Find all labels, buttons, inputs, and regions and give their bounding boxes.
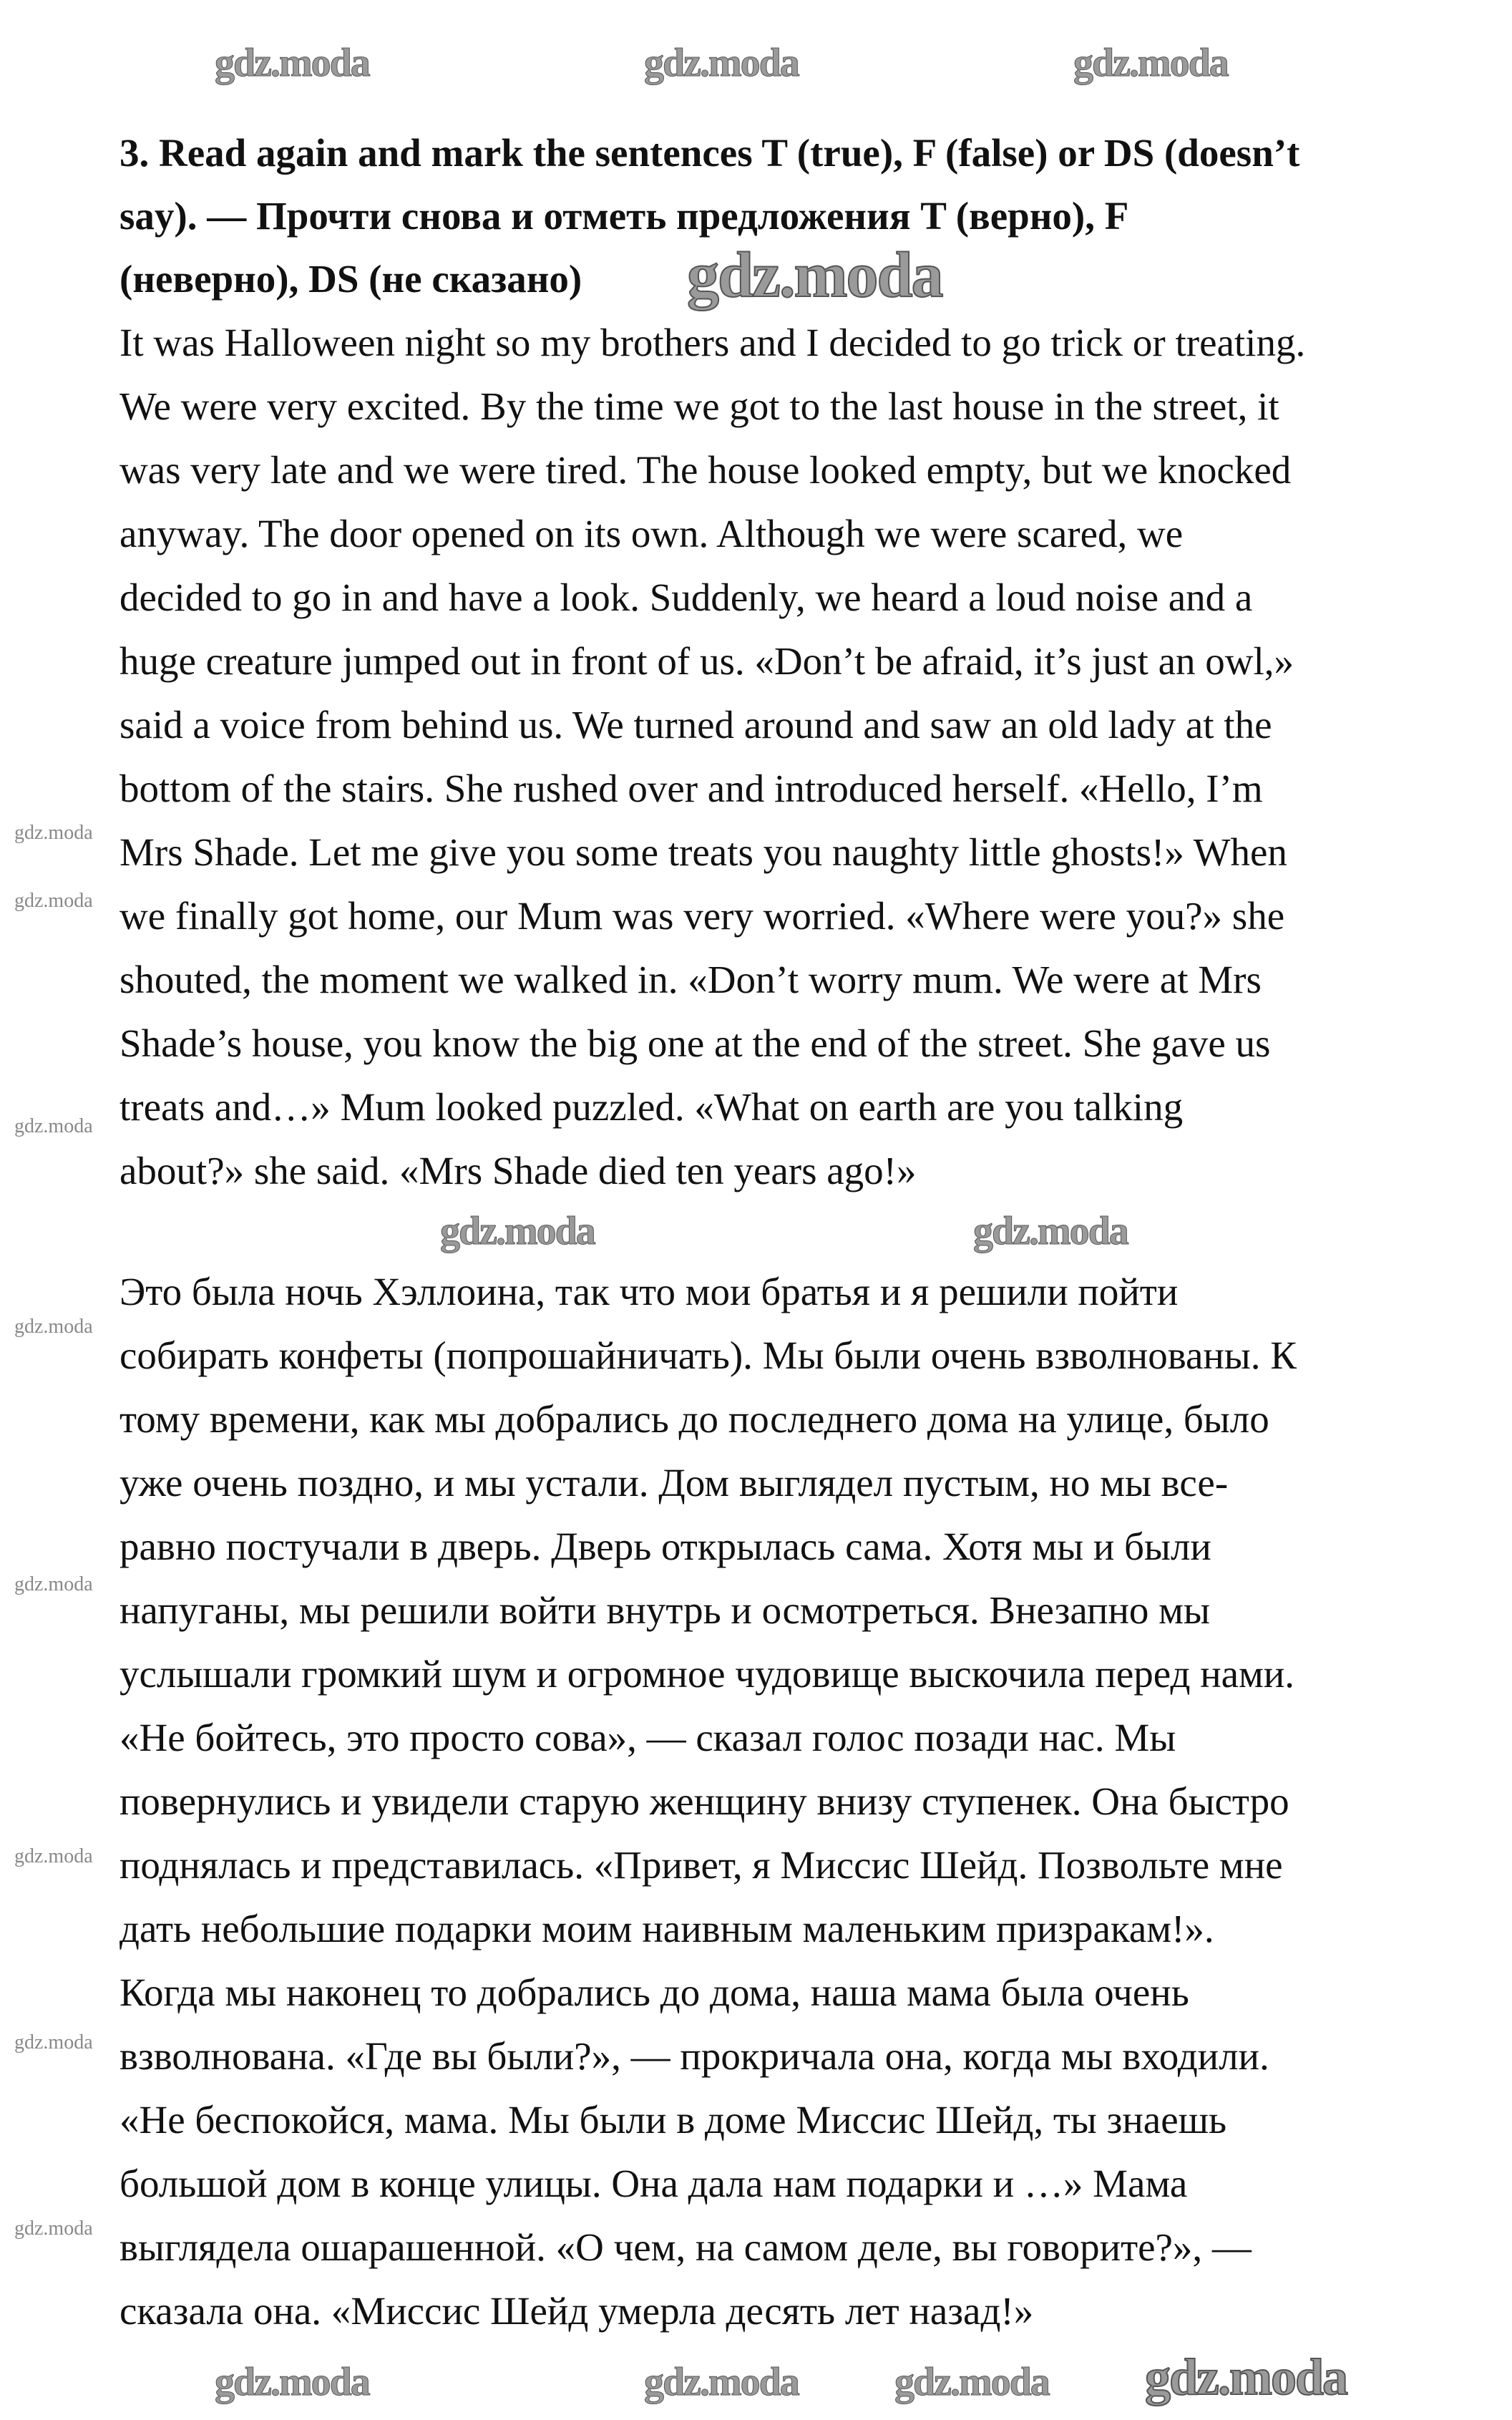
watermark-logo: gdz.moda	[215, 41, 369, 85]
text-line: «Не бойтесь, это просто сова», — сказал голос позади нас. Мы	[120, 1716, 1176, 1759]
text-line: Это была ночь Хэллоина, так что мои братья и я решили пойти	[120, 1270, 1179, 1313]
text-line: We were very excited. By the time we got to the last house in the street, it	[120, 384, 1279, 428]
text-line: Когда мы наконец то добрались до дома, наша мама была очень	[120, 1970, 1189, 2014]
text-line: decided to go in and have a look. Suddenly, we heard a loud noise and a	[120, 575, 1253, 619]
heading-line: say). — Прочти снова и отметь предложения T (верно), F	[120, 194, 1129, 238]
document-page	[120, 122, 1408, 2343]
text-line: treats and…» Mum looked puzzled. «What on earth are you talking	[120, 1085, 1184, 1129]
text-line: we finally got home, our Mum was very worried. «Where were you?» she	[120, 894, 1285, 938]
watermark-logo: gdz.moda	[894, 2360, 1049, 2404]
text-line: Mrs Shade. Let me give you some treats you naughty little ghosts!» When	[120, 830, 1287, 874]
russian-translation	[120, 1260, 1408, 2343]
watermark-logo: gdz.moda	[14, 822, 93, 844]
text-line: said a voice from behind us. We turned around and saw an old lady at the	[120, 703, 1272, 747]
text-line: сказала она. «Миссис Шейд умерла десять лет назад!»	[120, 2289, 1034, 2333]
watermark-logo: gdz.moda	[973, 1209, 1128, 1253]
text-line: anyway. The door opened on its own. Although we were scared, we	[120, 512, 1184, 555]
text-line: bottom of the stairs. She rushed over and introduced herself. «Hello, I’m	[120, 767, 1263, 810]
heading-line: 3. Read again and mark the sentences T (true), F (false) or DS (doesn’t	[120, 131, 1300, 175]
watermark-logo: gdz.moda	[14, 1316, 93, 1338]
text-line: Shade’s house, you know the big one at the end of the street. She gave us	[120, 1021, 1271, 1065]
text-line: равно постучали в дверь. Дверь открылась сама. Хотя мы и были	[120, 1525, 1211, 1568]
english-text	[120, 311, 1408, 1202]
text-line: уже очень поздно, и мы устали. Дом выглядел пустым, но мы все-	[120, 1461, 1229, 1505]
text-line: взволнована. «Где вы были?», — прокричала она, когда мы входили.	[120, 2034, 1269, 2078]
text-line: «Не беспокойся, мама. Мы были в доме Миссис Шейд, ты знаешь	[120, 2098, 1227, 2142]
watermark-logo: gdz.moda	[14, 890, 93, 912]
text-line: большой дом в конце улицы. Она дала нам подарки и …» Мама	[120, 2162, 1188, 2205]
watermark-logo: gdz.moda	[14, 1845, 93, 1867]
text-line: повернулись и увидели старую женщину внизу ступенек. Она быстро	[120, 1779, 1289, 1823]
text-line: It was Halloween night so my brothers and I decided to go trick or treating.	[120, 321, 1306, 364]
text-line: huge creature jumped out in front of us. «Don’t be afraid, it’s just an owl,»	[120, 639, 1294, 683]
text-line: about?» she said. «Mrs Shade died ten years ago!»	[120, 1149, 917, 1192]
text-line: shouted, the moment we walked in. «Don’t worry mum. We were at Mrs	[120, 958, 1262, 1001]
heading-line: (неверно), DS (не сказано)	[120, 257, 582, 301]
watermark-logo: gdz.moda	[14, 2217, 93, 2240]
watermark-logo: gdz.moda	[644, 41, 799, 85]
text-line: поднялась и представилась. «Привет, я Миссис Шейд. Позвольте мне	[120, 1843, 1283, 1887]
watermark-logo: gdz.moda	[440, 1209, 595, 1253]
watermark-logo: gdz.moda	[215, 2360, 369, 2404]
watermark-logo: gdz.moda	[644, 2360, 799, 2404]
task-heading	[120, 122, 1408, 311]
watermark-logo: gdz.moda	[1145, 2348, 1347, 2406]
text-line: собирать конфеты (попрошайничать). Мы были очень взволнованы. К	[120, 1333, 1297, 1377]
text-line: выглядела ошарашенной. «О чем, на самом деле, вы говорите?», —	[120, 2225, 1252, 2269]
watermark-logo: gdz.moda	[687, 240, 942, 311]
watermark-logo: gdz.moda	[1073, 41, 1228, 85]
text-line: was very late and we were tired. The house looked empty, but we knocked	[120, 448, 1292, 492]
watermark-logo: gdz.moda	[14, 1573, 93, 1595]
watermark-logo: gdz.moda	[14, 2031, 93, 2054]
text-line: дать небольшие подарки моим наивным маленьким призракам!».	[120, 1907, 1214, 1950]
text-line: тому времени, как мы добрались до последнего дома на улице, было	[120, 1397, 1269, 1441]
text-line: услышали громкий шум и огромное чудовище выскочила перед нами.	[120, 1652, 1295, 1696]
watermark-logo: gdz.moda	[14, 1115, 93, 1137]
text-line: напуганы, мы решили войти внутрь и осмотреться. Внезапно мы	[120, 1588, 1210, 1632]
